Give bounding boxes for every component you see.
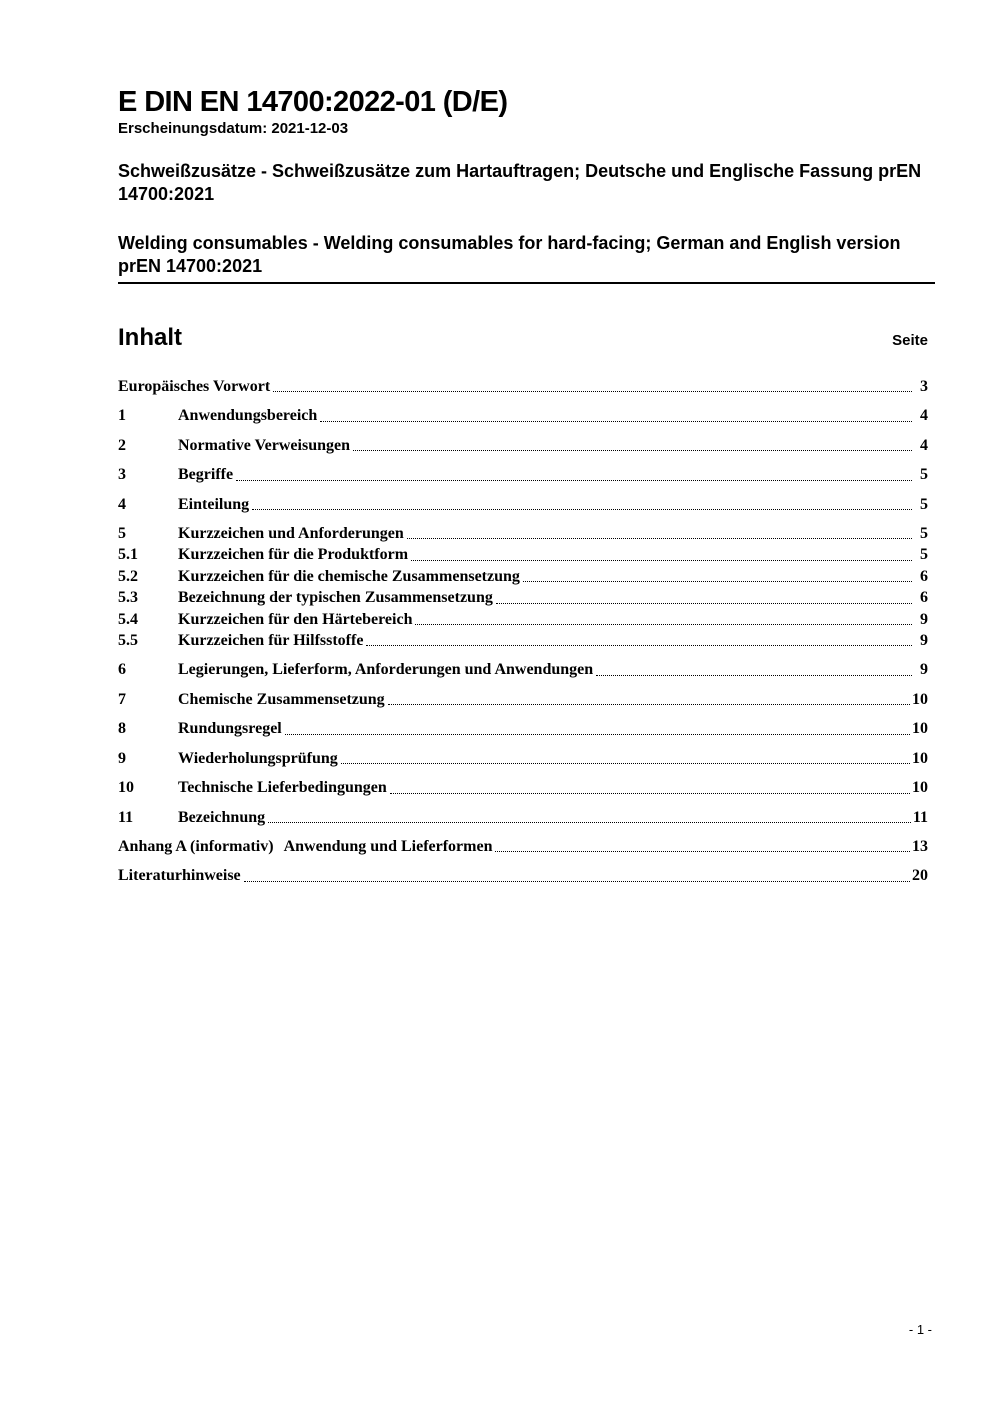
toc-entry-title: Literaturhinweise (118, 867, 241, 885)
toc-entry-number: 6 (118, 661, 126, 679)
toc-entry-number: 11 (118, 808, 134, 826)
toc-entry-page: 5 (920, 546, 928, 564)
toc-leader-dots (320, 421, 912, 422)
toc-entry-title: Kurzzeichen für den Härtebereich (178, 610, 413, 628)
toc-entry-page: 9 (920, 632, 928, 650)
toc-leader-dots (285, 734, 910, 735)
toc-entry-page: 4 (920, 436, 928, 454)
toc-entry-page: 11 (912, 808, 928, 826)
toc-entry-page: 10 (912, 749, 928, 767)
toc-page-column-label: Seite (892, 332, 928, 349)
toc-entry-page: 10 (912, 720, 928, 738)
toc-entry-number: 4 (118, 495, 126, 513)
toc-leader-dots (596, 675, 912, 676)
toc-entry-number: 7 (118, 690, 126, 708)
toc-entry (118, 437, 928, 455)
toc-entry-title: Kurzzeichen für Hilfsstoffe (178, 632, 364, 650)
toc-leader-dots (415, 624, 912, 625)
toc-entry-page: 4 (920, 407, 928, 425)
toc-entry-number: 8 (118, 720, 126, 738)
toc-leader-dots (407, 538, 912, 539)
toc-entry (118, 496, 928, 514)
toc-entry-number: 2 (118, 436, 126, 454)
toc-entry-number: 10 (118, 779, 134, 797)
toc-entry (118, 589, 928, 607)
toc-entry-title: Technische Lieferbedingungen (178, 779, 387, 797)
toc-entry (118, 546, 928, 564)
toc-entry (118, 661, 928, 679)
toc-entry-page: 3 (920, 378, 928, 395)
toc-leader-dots (523, 581, 912, 582)
toc-leader-dots (244, 881, 910, 882)
toc-entry-number: 5.2 (118, 567, 138, 585)
subtitle-german: Schweißzusätze - Schweißzusätze zum Hartauftragen; Deutsche und Englische Fassung prEN 14700:2021 (118, 161, 922, 204)
toc-entry-page: 9 (920, 610, 928, 628)
toc-entry-page: 6 (920, 567, 928, 585)
toc-leader-dots (252, 509, 912, 510)
toc-entry-title: Kurzzeichen für die Produktform (178, 546, 409, 564)
page-content (118, 86, 928, 886)
toc-entry-title: Bezeichnung (178, 808, 266, 826)
toc-entry-title: Bezeichnung der typischen Zusammensetzung (178, 589, 493, 607)
toc-entry (118, 466, 928, 484)
toc-entry-title: Chemische Zusammensetzung (178, 690, 385, 708)
toc-entry-number: 9 (118, 749, 126, 767)
toc-entry-number: 5.5 (118, 632, 138, 650)
toc-leader-dots (495, 851, 910, 852)
toc-entry-title: Legierungen, Lieferform, Anforderungen und Anwendungen (178, 661, 594, 679)
toc-entry-title: Europäisches Vorwort (118, 378, 271, 395)
toc-entry-number: 1 (118, 407, 126, 425)
toc-entry-number: 5 (118, 525, 126, 543)
toc-entry-page: 10 (912, 779, 928, 797)
toc-leader-dots (236, 480, 912, 481)
toc-entry (118, 838, 928, 856)
toc-entry (118, 525, 928, 543)
toc-entry-title: Kurzzeichen und Anforderungen (178, 525, 404, 543)
toc-entry-page: 20 (912, 867, 928, 885)
toc-entry-title: Einteilung (178, 495, 250, 513)
toc-leader-dots (273, 391, 912, 392)
toc-entry-title: Anwendungsbereich (178, 407, 318, 425)
toc-leader-dots (353, 450, 912, 451)
toc-entry (118, 867, 928, 885)
toc-entry-page: 5 (920, 525, 928, 543)
toc-entry-page: 10 (912, 690, 928, 708)
toc-entry-number: 5.3 (118, 589, 138, 607)
publication-date: Erscheinungsdatum: 2021-12-03 (118, 120, 349, 137)
toc-entry (118, 568, 928, 586)
toc-entry-number: 5.1 (118, 546, 138, 564)
page-number-footer: - 1 - (908, 1322, 932, 1337)
toc-heading: Inhalt (118, 324, 182, 351)
toc-entry (118, 779, 928, 797)
toc-header-row (118, 324, 928, 352)
toc-entry-page: 5 (920, 495, 928, 513)
toc-leader-dots (411, 560, 912, 561)
toc-entry-title: Anwendung und Lieferformen (283, 837, 493, 855)
header-divider-line (118, 282, 935, 284)
toc-entry-number: Anhang A (informativ) (118, 837, 274, 855)
subtitle-english: Welding consumables - Welding consumables for hard-facing; German and English version prEN 14700:2021 (118, 233, 901, 276)
document-title: E DIN EN 14700:2022-01 (D/E) (118, 86, 508, 118)
toc-entry (118, 378, 928, 396)
toc-entry-title: Rundungsregel (178, 720, 282, 738)
toc-entry-title: Normative Verweisungen (178, 436, 350, 454)
toc-entry (118, 809, 928, 827)
toc-entry-page: 9 (920, 661, 928, 679)
toc-entry (118, 611, 928, 629)
toc-entry-page: 6 (920, 589, 928, 607)
toc-entry-title: Kurzzeichen für die chemische Zusammensetzung (178, 567, 520, 585)
toc-leader-dots (341, 763, 910, 764)
table-of-contents (118, 378, 928, 886)
toc-leader-dots (390, 793, 910, 794)
toc-leader-dots (496, 603, 912, 604)
toc-entry-page: 13 (912, 837, 928, 855)
toc-leader-dots (268, 822, 911, 823)
toc-entry-number: 5.4 (118, 610, 138, 628)
toc-entry (118, 407, 928, 425)
toc-entry-title: Begriffe (178, 466, 234, 484)
toc-entry (118, 720, 928, 738)
toc-entry-number: 3 (118, 466, 126, 484)
toc-leader-dots (388, 704, 910, 705)
toc-entry (118, 750, 928, 768)
toc-entry-title: Wiederholungsprüfung (178, 749, 338, 767)
toc-entry (118, 691, 928, 709)
toc-entry-page: 5 (920, 466, 928, 484)
toc-leader-dots (366, 645, 912, 646)
toc-entry (118, 632, 928, 650)
